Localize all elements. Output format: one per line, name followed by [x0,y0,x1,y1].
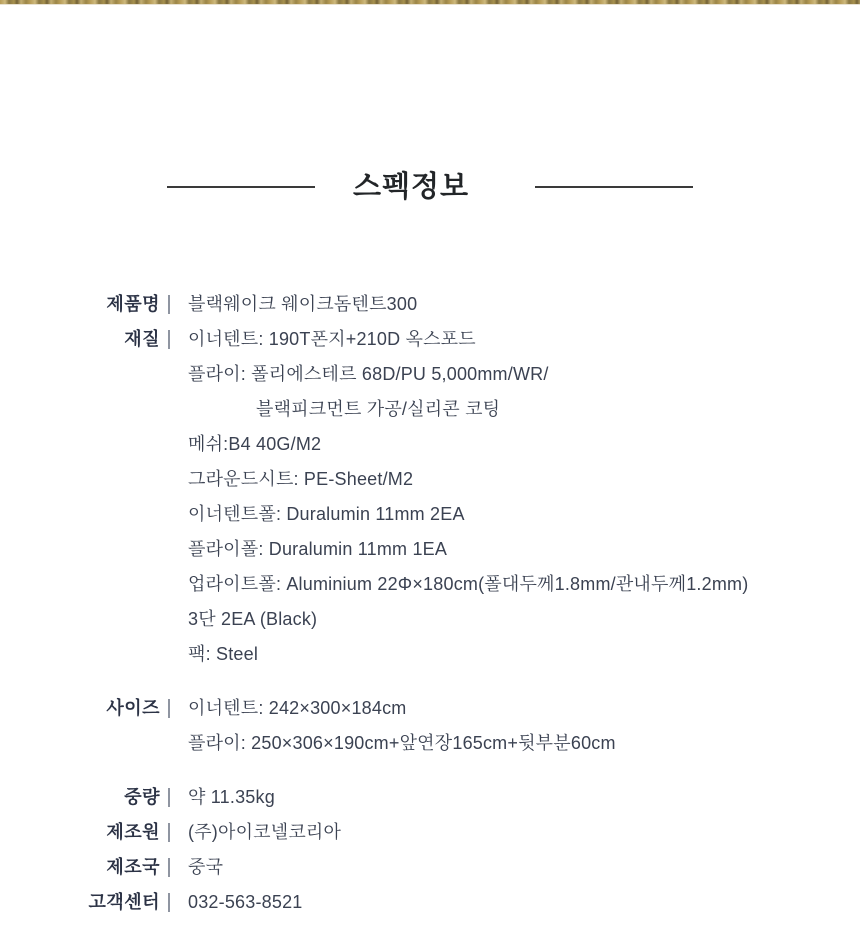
spec-value-line: 플라이폴: Duralumin 11mm 1EA [188,539,448,559]
spec-values [188,885,860,920]
spec-value-line: 메쉬:B4 40G/M2 [188,434,322,454]
separator-bar [168,295,170,314]
separator-bar [168,893,170,912]
spec-value-line: 이너텐트폴: Duralumin 11mm 2EA [188,504,465,524]
spec-row [0,287,860,322]
spec-values [188,322,860,672]
spec-label: 제품명 [106,294,160,314]
page-title: 스펙정보 [352,171,470,203]
spec-row [0,885,860,920]
spec-value-line: (주)아이코넬코리아 [188,822,342,842]
photo-edge-strip [0,0,860,5]
spec-row [0,322,860,672]
spec-value-line: 플라이: 폴리에스테르 68D/PU 5,000mm/WR/ [188,364,549,384]
title-rule-right [535,186,693,188]
spec-value-line: 3단 2EA (Black) [188,609,318,629]
separator-column [160,322,188,672]
spec-label: 재질 [124,329,160,349]
spec-values [188,850,860,885]
spec-value-line: 블랙웨이크 웨이크돔텐트300 [188,294,418,314]
separator-column [160,885,188,920]
spec-value-line: 업라이트폴: Aluminium 22Φ×180cm(폴대두께1.8mm/관내두께1.2mm) [188,574,749,594]
title-rule-left [167,186,315,188]
separator-column [160,850,188,885]
separator-bar [168,330,170,349]
spec-label: 고객센터 [88,892,160,912]
spec-value-line: 그라운드시트: PE-Sheet/M2 [188,469,414,489]
separator-bar [168,823,170,842]
spec-label: 제조국 [106,857,160,877]
spec-values [188,287,860,322]
spec-value-line: 032-563-8521 [188,892,303,912]
spec-row [0,850,860,885]
spec-row [0,780,860,815]
spec-value-line: 중국 [188,857,224,877]
spec-row [0,691,860,761]
separator-column [160,691,188,761]
spec-table [0,287,860,920]
spec-row [0,815,860,850]
spec-values [188,780,860,815]
spec-label: 사이즈 [106,698,160,718]
spec-value-line: 이너텐트: 190T폰지+210D 옥스포드 [188,329,476,349]
separator-bar [168,699,170,718]
spec-value-line: 팩: Steel [188,644,259,664]
separator-bar [168,788,170,807]
separator-column [160,815,188,850]
separator-column [160,780,188,815]
spec-values [188,815,860,850]
separator-bar [168,858,170,877]
spec-value-line: 약 11.35kg [188,787,275,807]
separator-column [160,287,188,322]
spec-value-line: 블랙피크먼트 가공/실리콘 코팅 [256,399,501,419]
spec-label: 중량 [124,787,160,807]
spec-value-line: 이너텐트: 242×300×184cm [188,698,407,718]
section-title-block [0,165,860,209]
spec-values [188,691,860,761]
spec-value-line: 플라이: 250×306×190cm+앞연장165cm+뒷부분60cm [188,733,616,753]
spec-label: 제조원 [106,822,160,842]
